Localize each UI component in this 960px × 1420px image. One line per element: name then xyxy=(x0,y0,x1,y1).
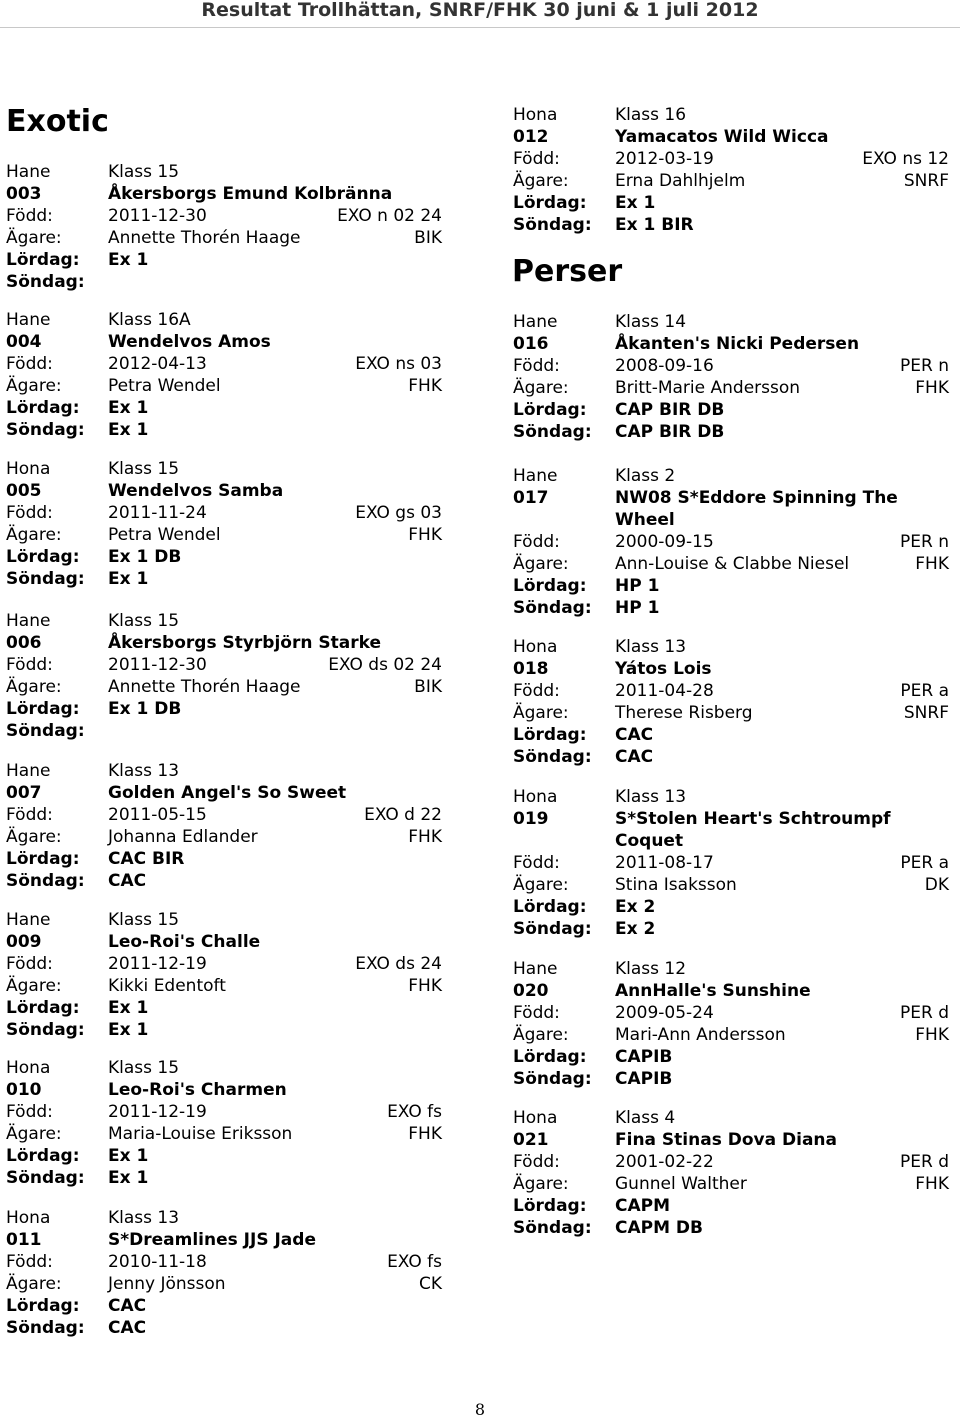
entry-number: 010 xyxy=(6,1080,42,1100)
saturday-result: Ex 1 DB xyxy=(108,699,182,719)
club: FHK xyxy=(915,554,949,574)
sunday-label: Söndag: xyxy=(6,569,85,589)
sunday-label: Söndag: xyxy=(513,422,592,442)
saturday-label: Lördag: xyxy=(513,897,587,917)
entry-number: 004 xyxy=(6,332,42,352)
sunday-result: CAPM DB xyxy=(615,1218,703,1238)
born-date: 2011-12-19 xyxy=(108,954,207,974)
club: FHK xyxy=(408,827,442,847)
entry-number: 012 xyxy=(513,127,549,147)
breed-code: PER d xyxy=(900,1152,949,1172)
sex: Hane xyxy=(6,910,51,930)
sunday-result: Ex 1 xyxy=(108,569,149,589)
born-label: Född: xyxy=(6,1252,53,1272)
owner-name: Therese Risberg xyxy=(615,703,753,723)
born-date: 2008-09-16 xyxy=(615,356,714,376)
saturday-label: Lördag: xyxy=(513,576,587,596)
born-date: 2012-03-19 xyxy=(615,149,714,169)
born-label: Född: xyxy=(6,354,53,374)
owner-name: Mari-Ann Andersson xyxy=(615,1025,786,1045)
saturday-label: Lördag: xyxy=(6,250,80,270)
owner-name: Johanna Edlander xyxy=(108,827,258,847)
klass: Klass 15 xyxy=(108,162,180,182)
cat-name: S*Dreamlines JJS Jade xyxy=(108,1230,316,1250)
sunday-result: CAC xyxy=(615,747,654,767)
owner-label: Ägare: xyxy=(513,171,569,191)
entry-number: 011 xyxy=(6,1230,42,1250)
born-date: 2001-02-22 xyxy=(615,1152,714,1172)
entry-number: 016 xyxy=(513,334,549,354)
section-title-exotic: Exotic xyxy=(6,104,109,139)
club: CK xyxy=(418,1274,442,1294)
entry-number: 005 xyxy=(6,481,42,501)
born-label: Född: xyxy=(513,356,560,376)
born-date: 2011-05-15 xyxy=(108,805,207,825)
owner-name: Annette Thorén Haage xyxy=(108,228,301,248)
cat-name: Yátos Lois xyxy=(615,659,712,679)
owner-name: Petra Wendel xyxy=(108,376,221,396)
breed-code: EXO d 22 xyxy=(364,805,442,825)
breed-code: PER d xyxy=(900,1003,949,1023)
saturday-label: Lördag: xyxy=(513,725,587,745)
club: FHK xyxy=(408,525,442,545)
saturday-label: Lördag: xyxy=(6,699,80,719)
klass: Klass 15 xyxy=(108,1058,180,1078)
owner-label: Ägare: xyxy=(513,1025,569,1045)
owner-label: Ägare: xyxy=(6,677,62,697)
born-label: Född: xyxy=(6,805,53,825)
sex: Hane xyxy=(6,310,51,330)
owner-label: Ägare: xyxy=(513,554,569,574)
saturday-result: Ex 1 xyxy=(108,998,149,1018)
cat-entry xyxy=(6,458,442,590)
breed-code: PER a xyxy=(900,853,949,873)
breed-code: PER a xyxy=(900,681,949,701)
breed-code: EXO gs 03 xyxy=(355,503,442,523)
cat-entry xyxy=(6,161,442,293)
sex: Hane xyxy=(6,761,51,781)
entry-number: 020 xyxy=(513,981,549,1001)
entry-number: 006 xyxy=(6,633,42,653)
saturday-result: CAC xyxy=(615,725,654,745)
klass: Klass 2 xyxy=(615,466,676,486)
page-header: Resultat Trollhättan, SNRF/FHK 30 juni & 1 juli 2012 xyxy=(201,0,759,21)
sex: Hane xyxy=(513,312,558,332)
sunday-result: Ex 1 xyxy=(108,1020,149,1040)
entry-number: 019 xyxy=(513,809,549,829)
sex: Hane xyxy=(6,162,51,182)
sunday-label: Söndag: xyxy=(513,1069,592,1089)
entry-number: 007 xyxy=(6,783,42,803)
saturday-result: Ex 2 xyxy=(615,897,656,917)
page-number: 8 xyxy=(474,1400,486,1419)
breed-code: PER n xyxy=(900,356,949,376)
owner-label: Ägare: xyxy=(6,827,62,847)
sex: Hane xyxy=(513,959,558,979)
cat-name: Leo-Roi's Charmen xyxy=(108,1080,287,1100)
cat-entry xyxy=(513,104,949,236)
club: FHK xyxy=(915,1174,949,1194)
sunday-result: CAPIB xyxy=(615,1069,673,1089)
saturday-label: Lördag: xyxy=(6,1296,80,1316)
sex: Hona xyxy=(513,105,558,125)
owner-name: Stina Isaksson xyxy=(615,875,737,895)
cat-name: Fina Stinas Dova Diana xyxy=(615,1130,837,1150)
owner-label: Ägare: xyxy=(6,1124,62,1144)
cat-entry xyxy=(513,465,949,619)
born-date: 2011-12-19 xyxy=(108,1102,207,1122)
saturday-label: Lördag: xyxy=(513,1047,587,1067)
cat-name: AnnHalle's Sunshine xyxy=(615,981,811,1001)
born-label: Född: xyxy=(513,532,560,552)
owner-label: Ägare: xyxy=(6,376,62,396)
cat-name: NW08 S*Eddore Spinning The Wheel xyxy=(615,488,898,530)
klass: Klass 4 xyxy=(615,1108,676,1128)
sunday-label: Söndag: xyxy=(6,1318,85,1338)
club: SNRF xyxy=(903,703,949,723)
born-label: Född: xyxy=(513,1152,560,1172)
saturday-label: Lördag: xyxy=(6,849,80,869)
owner-label: Ägare: xyxy=(513,875,569,895)
born-label: Född: xyxy=(6,655,53,675)
cat-entry xyxy=(513,636,949,768)
sunday-result: CAC xyxy=(108,871,147,891)
cat-entry xyxy=(6,610,442,742)
saturday-result: CAPIB xyxy=(615,1047,673,1067)
owner-name: Jenny Jönsson xyxy=(108,1274,226,1294)
owner-name: Annette Thorén Haage xyxy=(108,677,301,697)
owner-label: Ägare: xyxy=(513,703,569,723)
cat-name: S*Stolen Heart's Schtroumpf Coquet xyxy=(615,809,891,851)
klass: Klass 13 xyxy=(108,761,180,781)
sunday-label: Söndag: xyxy=(513,1218,592,1238)
owner-label: Ägare: xyxy=(6,228,62,248)
owner-name: Ann-Louise & Clabbe Niesel xyxy=(615,554,850,574)
owner-label: Ägare: xyxy=(6,525,62,545)
owner-name: Erna Dahlhjelm xyxy=(615,171,746,191)
sunday-label: Söndag: xyxy=(6,272,85,292)
klass: Klass 13 xyxy=(615,787,687,807)
sunday-result: Ex 1 xyxy=(108,420,149,440)
born-date: 2000-09-15 xyxy=(615,532,714,552)
sunday-label: Söndag: xyxy=(513,215,592,235)
header-rule xyxy=(0,27,960,28)
sunday-result: CAP BIR DB xyxy=(615,422,725,442)
born-label: Född: xyxy=(513,853,560,873)
sex: Hona xyxy=(513,787,558,807)
cat-name: Golden Angel's So Sweet xyxy=(108,783,347,803)
born-label: Född: xyxy=(6,1102,53,1122)
saturday-label: Lördag: xyxy=(6,1146,80,1166)
breed-code: EXO ns 03 xyxy=(355,354,442,374)
breed-code: EXO ns 12 xyxy=(862,149,949,169)
cat-name: Åkanten's Nicki Pedersen xyxy=(615,334,860,354)
entry-number: 017 xyxy=(513,488,549,508)
sex: Hane xyxy=(6,611,51,631)
entry-number: 003 xyxy=(6,184,42,204)
born-label: Född: xyxy=(6,206,53,226)
cat-entry xyxy=(6,1207,442,1339)
club: FHK xyxy=(408,1124,442,1144)
club: FHK xyxy=(408,376,442,396)
entry-number: 021 xyxy=(513,1130,549,1150)
sex: Hane xyxy=(513,466,558,486)
sunday-label: Söndag: xyxy=(6,721,85,741)
owner-name: Maria-Louise Eriksson xyxy=(108,1124,293,1144)
born-date: 2011-12-30 xyxy=(108,206,207,226)
sunday-label: Söndag: xyxy=(513,598,592,618)
born-date: 2011-12-30 xyxy=(108,655,207,675)
owner-label: Ägare: xyxy=(6,976,62,996)
club: FHK xyxy=(408,976,442,996)
born-date: 2010-11-18 xyxy=(108,1252,207,1272)
sex: Hona xyxy=(6,1058,51,1078)
saturday-label: Lördag: xyxy=(513,193,587,213)
sex: Hona xyxy=(513,637,558,657)
breed-code: EXO ds 02 24 xyxy=(328,655,442,675)
klass: Klass 13 xyxy=(615,637,687,657)
born-date: 2012-04-13 xyxy=(108,354,207,374)
klass: Klass 14 xyxy=(615,312,687,332)
born-label: Född: xyxy=(513,1003,560,1023)
saturday-result: CAC BIR xyxy=(108,849,185,869)
saturday-result: Ex 1 xyxy=(615,193,656,213)
sunday-result: Ex 2 xyxy=(615,919,656,939)
born-label: Född: xyxy=(6,503,53,523)
born-date: 2011-11-24 xyxy=(108,503,207,523)
klass: Klass 16 xyxy=(615,105,687,125)
sex: Hona xyxy=(6,1208,51,1228)
club: FHK xyxy=(915,378,949,398)
cat-name: Leo-Roi's Challe xyxy=(108,932,261,952)
saturday-result: Ex 1 xyxy=(108,1146,149,1166)
cat-name: Wendelvos Amos xyxy=(108,332,271,352)
club: BIK xyxy=(414,228,442,248)
owner-name: Britt-Marie Andersson xyxy=(615,378,801,398)
saturday-result: Ex 1 xyxy=(108,398,149,418)
saturday-label: Lördag: xyxy=(513,1196,587,1216)
saturday-result: HP 1 xyxy=(615,576,660,596)
sunday-label: Söndag: xyxy=(6,1020,85,1040)
entry-number: 018 xyxy=(513,659,549,679)
saturday-label: Lördag: xyxy=(6,998,80,1018)
entry-number: 009 xyxy=(6,932,42,952)
born-date: 2011-04-28 xyxy=(615,681,714,701)
cat-entry xyxy=(6,909,442,1041)
sunday-label: Söndag: xyxy=(6,871,85,891)
breed-code: EXO n 02 24 xyxy=(337,206,442,226)
klass: Klass 15 xyxy=(108,611,180,631)
club: DK xyxy=(924,875,949,895)
club: FHK xyxy=(915,1025,949,1045)
klass: Klass 16A xyxy=(108,310,191,330)
sunday-label: Söndag: xyxy=(6,1168,85,1188)
breed-code: EXO ds 24 xyxy=(355,954,442,974)
cat-entry xyxy=(6,1057,442,1189)
club: BIK xyxy=(414,677,442,697)
owner-name: Gunnel Walther xyxy=(615,1174,747,1194)
klass: Klass 12 xyxy=(615,959,687,979)
sunday-label: Söndag: xyxy=(513,747,592,767)
cat-entry xyxy=(513,311,949,443)
sunday-result: HP 1 xyxy=(615,598,660,618)
club: SNRF xyxy=(903,171,949,191)
owner-name: Kikki Edentoft xyxy=(108,976,226,996)
cat-entry xyxy=(6,760,442,892)
born-label: Född: xyxy=(6,954,53,974)
cat-name: Wendelvos Samba xyxy=(108,481,284,501)
breed-code: EXO fs xyxy=(387,1102,442,1122)
sunday-label: Söndag: xyxy=(6,420,85,440)
sunday-result: Ex 1 xyxy=(108,1168,149,1188)
section-title-perser: Perser xyxy=(512,254,623,289)
owner-name: Petra Wendel xyxy=(108,525,221,545)
born-date: 2011-08-17 xyxy=(615,853,714,873)
saturday-result: CAC xyxy=(108,1296,147,1316)
saturday-result: Ex 1 DB xyxy=(108,547,182,567)
sex: Hona xyxy=(6,459,51,479)
sex: Hona xyxy=(513,1108,558,1128)
klass: Klass 15 xyxy=(108,459,180,479)
klass: Klass 15 xyxy=(108,910,180,930)
sunday-result: Ex 1 BIR xyxy=(615,215,694,235)
owner-label: Ägare: xyxy=(513,378,569,398)
saturday-label: Lördag: xyxy=(6,547,80,567)
saturday-label: Lördag: xyxy=(6,398,80,418)
cat-name: Yamacatos Wild Wicca xyxy=(615,127,829,147)
owner-label: Ägare: xyxy=(6,1274,62,1294)
cat-entry xyxy=(513,1107,949,1239)
saturday-result: Ex 1 xyxy=(108,250,149,270)
cat-entry xyxy=(513,786,949,940)
sunday-result: CAC xyxy=(108,1318,147,1338)
born-label: Född: xyxy=(513,149,560,169)
breed-code: PER n xyxy=(900,532,949,552)
cat-name: Åkersborgs Styrbjörn Starke xyxy=(108,633,381,653)
cat-name: Åkersborgs Emund Kolbränna xyxy=(108,184,393,204)
owner-label: Ägare: xyxy=(513,1174,569,1194)
klass: Klass 13 xyxy=(108,1208,180,1228)
born-date: 2009-05-24 xyxy=(615,1003,714,1023)
cat-entry xyxy=(6,309,442,441)
sunday-label: Söndag: xyxy=(513,919,592,939)
saturday-result: CAPM xyxy=(615,1196,671,1216)
cat-entry xyxy=(513,958,949,1090)
saturday-label: Lördag: xyxy=(513,400,587,420)
breed-code: EXO fs xyxy=(387,1252,442,1272)
born-label: Född: xyxy=(513,681,560,701)
saturday-result: CAP BIR DB xyxy=(615,400,725,420)
